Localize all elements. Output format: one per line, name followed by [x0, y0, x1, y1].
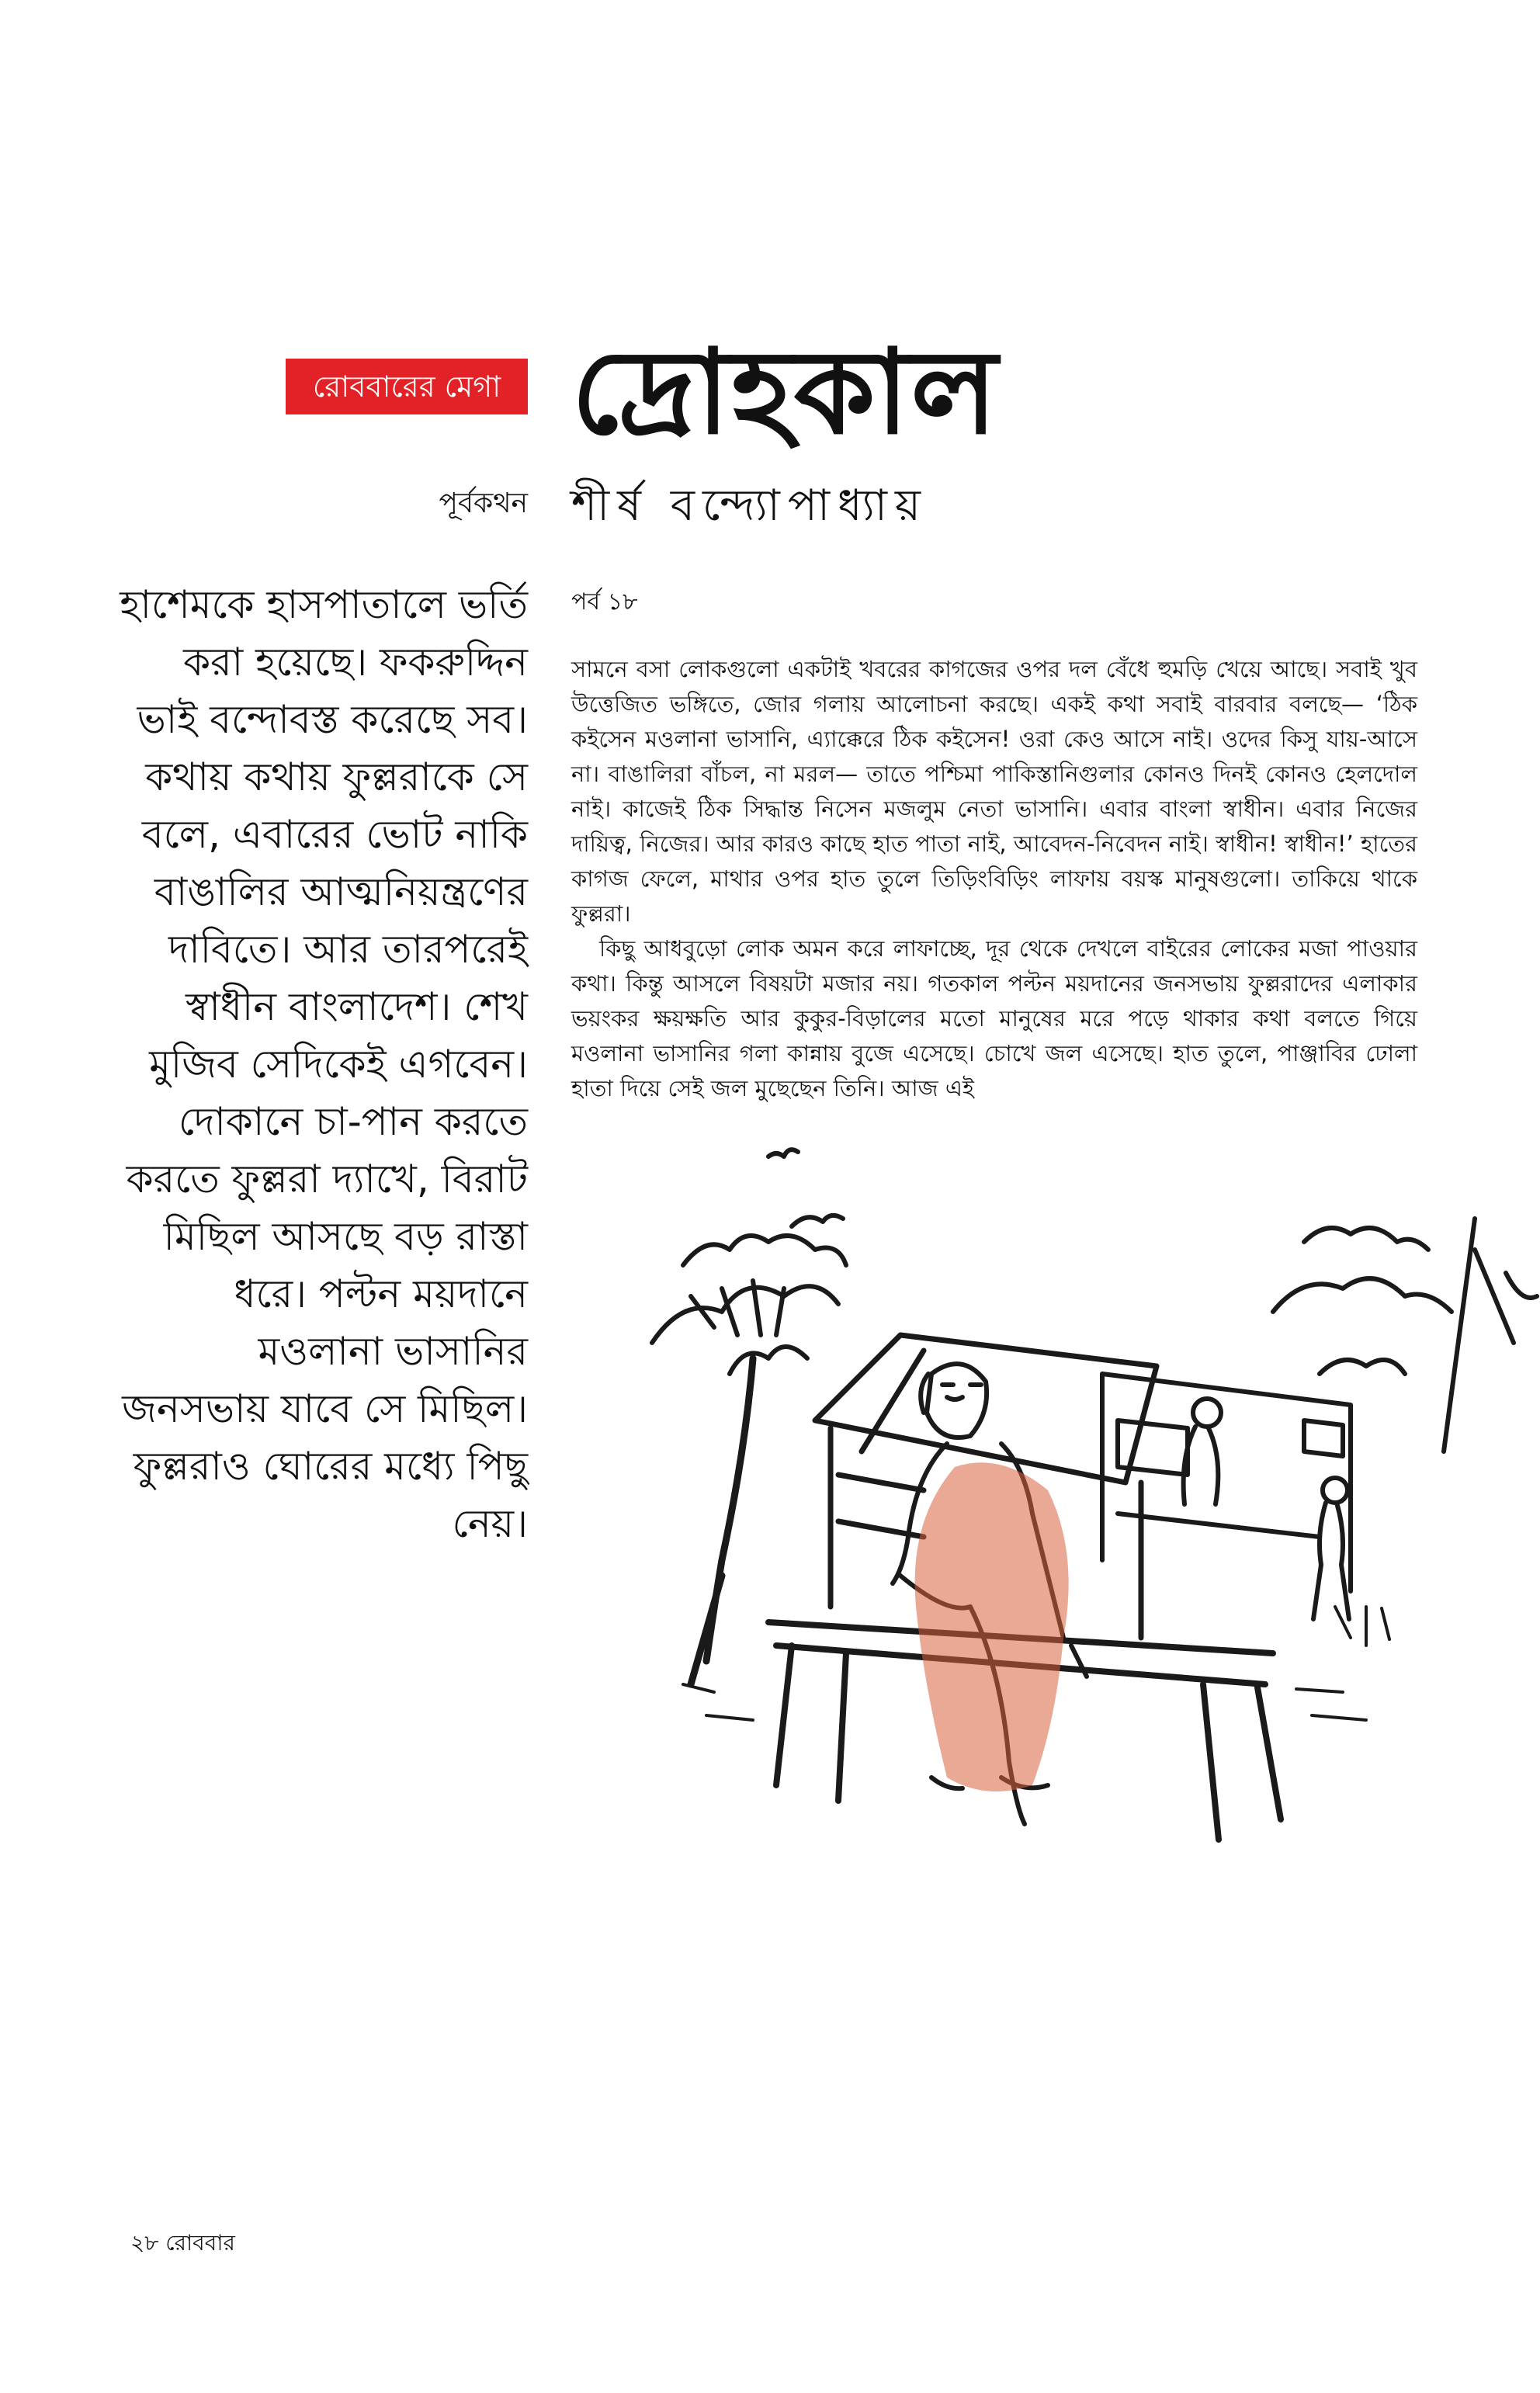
page-folio: ২৮ রোববার [130, 2230, 235, 2256]
saree-wash [915, 1462, 1069, 1791]
tree-foliage-left [652, 1150, 846, 1374]
author-name: শীর্ষ বন্দ্যোপাধ্যায় [571, 480, 929, 531]
section-tag: রোববারের মেগা [286, 359, 528, 414]
tree-foliage-right [1273, 1219, 1537, 1451]
story-paragraph: কিছু আধবুড়ো লোক অমন করে লাফাচ্ছে, দূর থেকে দেখলে বাইরের লোকের মজা পাওয়ার কথা। কিন্তু আসলে বিষয়টা মজার নয়। গতকাল পল্টন ময়দানের জনসভায় ফুল্লরাদের এলাকার ভয়ংকর ক্ষয়ক্ষতি আর কুকুর-বিড়ালের মতো মানুষের মরে পড়ে থাকার কথা বলতে গিয়ে মওলানা ভাসানির গলা কান্নায় বুজে এসেছে। চোখে জল এসেছে। হাত তুলে, পাঞ্জাবির ঢোলা হাতা দিয়ে সেই জল মুছেছেন তিনি। আজ এই [571, 935, 1417, 1101]
story-paragraph: সামনে বসা লোকগুলো একটাই খবরের কাগজের ওপর দল বেঁধে হুমড়ি খেয়ে আছে। সবাই খুব উত্তেজিত ভঙ্গিতে, জোর গলায় আলোচনা করছে। একই কথা সবাই বারবার বলছে— ‘ঠিক কইসেন মওলানা ভাসানি, এ্যাক্কেরে ঠিক কইসেন! ওরা কেও আসে নাই। ওদের কিসু যায়-আসে না। বাঙালিরা বাঁচল, না মরল— তাতে পশ্চিমা পাকিস্তানিগুলার কোনও দিনই কোনও হেলদোল নাই। কাজেই ঠিক সিদ্ধান্ত নিসেন মজলুম নেতা ভাসানি। এবার বাংলা স্বাধীন। এবার নিজের দায়িত্ব, নিজের। আর কারও কাছে হাত পাতা নাই, আবেদন-নিবেদন নাই। স্বাধীন! স্বাধীন!’ হাতের কাগজ ফেলে, মাথার ওপর হাত তুলে তিড়িংবিড়িং লাফায় বয়স্ক মানুষগুলো। তাকিয়ে থাকে ফুল্লরা। [571, 656, 1417, 927]
episode-label: পর্ব ১৮ [571, 588, 638, 616]
story-body [571, 652, 1417, 1106]
child-figure [1313, 1478, 1349, 1619]
story-title: দ্রোহকাল [571, 324, 1000, 460]
summary-text: হাশেমকে হাসপাতালে ভর্তি করা হয়েছে। ফকরুদ্দিন ভাই বন্দোবস্ত করেছে সব। কথায় কথায় ফুল্লরাকে সে বলে, এবারের ভোট নাকি বাঙালির আত্মনিয়ন্ত্রণের দাবিতে। আর তারপরেই স্বাধীন বাংলাদেশ। শেখ মুজিব সেদিকেই এগবেন। দোকানে চা-পান করতে করতে ফুল্লরা দ্যাখে, বিরাট মিছিল আসছে বড় রাস্তা ধরে। পল্টন ময়দানে মওলানা ভাসানির জনসভায় যাবে সে মিছিল। ফুল্লরাও ঘোরের মধ্যে পিছু নেয়। [120, 582, 528, 1546]
shopkeeper-figure [1184, 1399, 1221, 1504]
tree-trunk-left [691, 1358, 753, 1684]
summary-label: পূর্বকথন [439, 487, 528, 519]
sketch-illustration [636, 1141, 1540, 2057]
